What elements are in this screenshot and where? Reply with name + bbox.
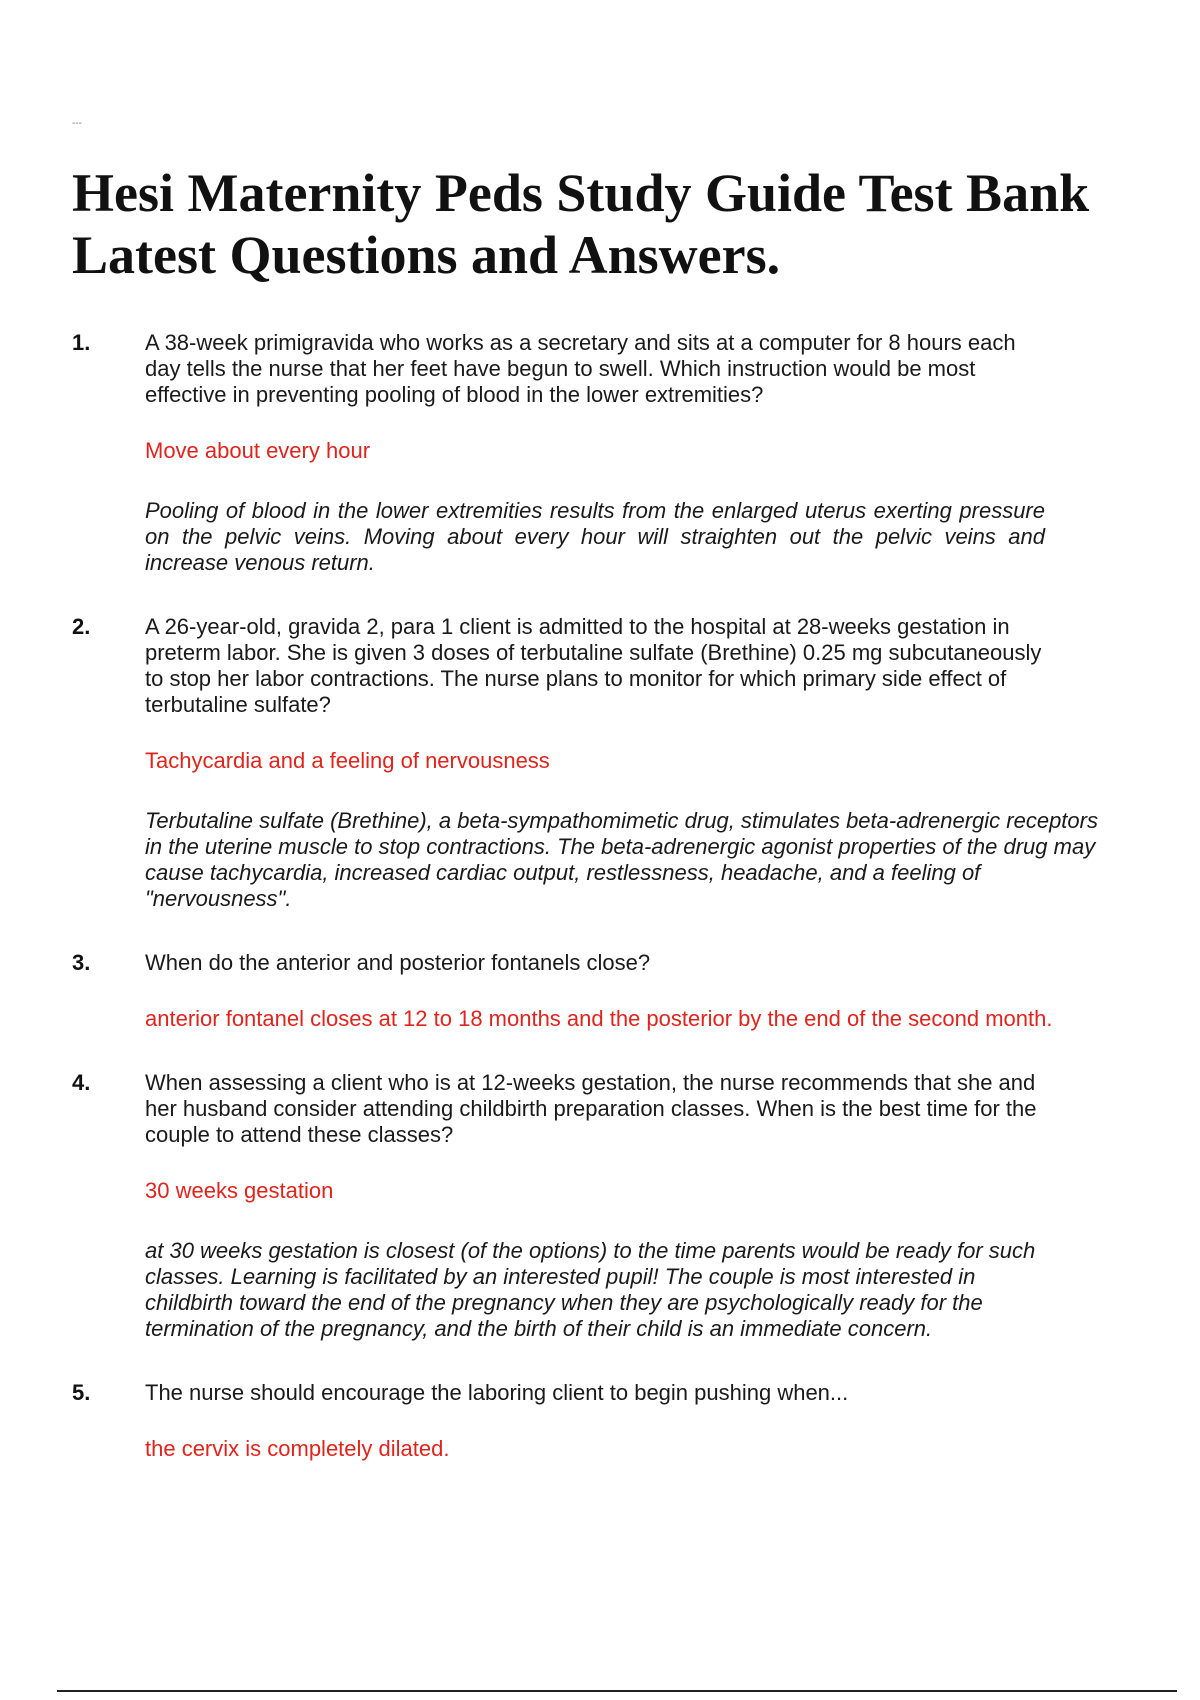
answer-text: the cervix is completely dilated. xyxy=(145,1436,450,1461)
question-item-2 xyxy=(72,614,1132,912)
document-title: Hesi Maternity Peds Study Guide Test Bank Latest Questions and Answers. xyxy=(72,163,1090,285)
question-number: 3. xyxy=(72,950,91,975)
question-text: When do the anterior and posterior fontanels close? xyxy=(145,950,651,975)
question-item-5 xyxy=(72,1380,1132,1462)
rationale-text: at 30 weeks gestation is closest (of the options) to the time parents would be ready for such classes. Learning is facilitated by an interested pupil! The couple is most interested in childbirth toward the end of the pregnancy when they are psychologically ready for the termination of the pregnancy, and the birth of their child is an immediate concern. xyxy=(145,1238,1036,1341)
question-number: 2. xyxy=(72,614,91,639)
answer-text: Tachycardia and a feeling of nervousness xyxy=(145,748,550,773)
question-number: 5. xyxy=(72,1380,91,1405)
rationale-text: Terbutaline sulfate (Brethine), a beta-sympathomimetic drug, stimulates beta-adrenergic receptors in the uterine muscle to stop contractions. The beta-adrenergic agonist properties of the drug may cause tachycardia, increased cardiac output, restlessness, headache, and a feeling of "nervousness". xyxy=(145,808,1098,911)
question-text: A 38-week primigravida who works as a secretary and sits at a computer for 8 hours each day tells the nurse that her feet have begun to swell. Which instruction would be most effective in preventing pooling of blood in the lower extremities? xyxy=(145,330,1016,407)
question-text: When assessing a client who is at 12-weeks gestation, the nurse recommends that she and her husband consider attending childbirth preparation classes. When is the best time for the couple to attend these classes? xyxy=(145,1070,1037,1147)
answer-text: anterior fontanel closes at 12 to 18 months and the posterior by the end of the second month. xyxy=(145,1006,1053,1031)
question-item-4 xyxy=(72,1070,1132,1342)
footer-divider xyxy=(57,1690,1177,1692)
question-text: A 26-year-old, gravida 2, para 1 client is admitted to the hospital at 28-weeks gestation in preterm labor. She is given 3 doses of terbutaline sulfate (Brethine) 0.25 mg subcutaneously to stop her labor contractions. The nurse plans to monitor for which primary side effect of terbutaline sulfate? xyxy=(145,614,1042,717)
question-number: 1. xyxy=(72,330,91,355)
answer-text: 30 weeks gestation xyxy=(145,1178,334,1203)
question-list xyxy=(72,330,1132,1500)
page-header-mark: --- xyxy=(72,118,82,129)
question-item-3 xyxy=(72,950,1132,1032)
answer-text: Move about every hour xyxy=(145,438,371,463)
question-number: 4. xyxy=(72,1070,91,1095)
rationale-text: Pooling of blood in the lower extremities results from the enlarged uterus exerting pressure on the pelvic veins. Moving about every hour will straighten out the pelvic veins and increase venous return. xyxy=(145,498,1045,575)
question-item-1 xyxy=(72,330,1132,576)
question-text: The nurse should encourage the laboring client to begin pushing when... xyxy=(145,1380,849,1405)
